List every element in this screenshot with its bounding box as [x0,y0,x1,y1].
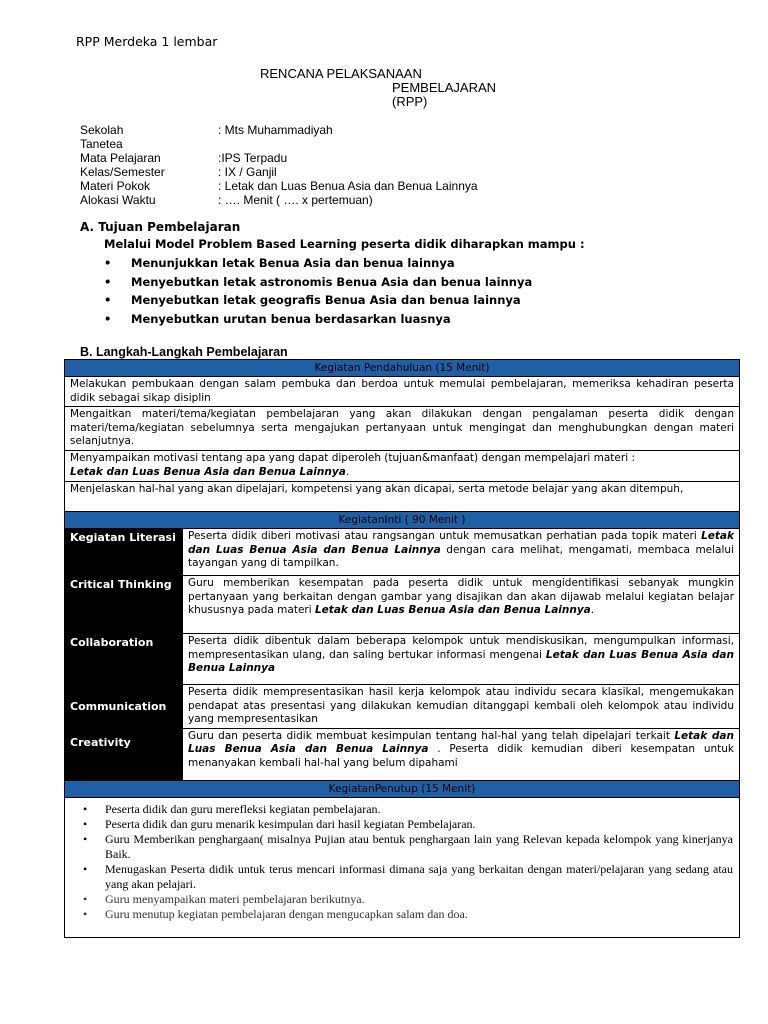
critical-topic: Letak dan Luas Benua Asia dan Benua Lainnya [314,604,591,616]
identity-label-sekolah-cont: Tanetea [80,137,123,151]
identity-value-mapel: :IPS Terpadu [218,151,288,165]
bullet-icon: • [83,861,88,876]
identity-value-kelas: : IX / Ganjil [218,165,277,179]
identity-value-sekolah: : Mts Muhammadiyah [218,123,333,137]
collaboration-label: Collaboration [65,634,183,685]
table-row [65,451,740,482]
document-title-line3: (RPP) [392,94,428,109]
list-item-text: Peserta didik dan guru merefleksi kegiatan pembelajaran. [105,801,381,816]
goal-text: Menyebutkan letak geografis Benua Asia dan benua lainnya [131,293,521,307]
bullet-icon: • [104,256,112,270]
pendahuluan-step: Melakukan pembukaan dengan salam pembuka dan berdoa untuk memulai pembelajaran, memeriksa kehadiran peserta didik sebagai sikap disiplin [65,377,740,407]
creat-text-part2: . Peserta didik kemudian diberi kesempatan untuk menanyakan kembali hal-hal yang belum dipahami [188,743,734,769]
motivasi-text: Menyampaikan motivasi tentang apa yang dapat diperoleh (tujuan&manfaat) dengan mempelajari materi : [70,452,635,464]
collab-text-part1: Peserta didik dibentuk dalam beberapa kelompok untuk mendiskusikan, mengumpulkan informasi, mempresentasikan ulang, dan saling bertukar informasi mengenai [188,635,734,661]
creativity-text [183,728,740,780]
table-row [65,512,740,529]
table-row [65,482,740,512]
critical-thinking-text [183,576,740,634]
table-row [65,407,740,451]
table-row [65,797,740,937]
bullet-icon: • [83,891,88,906]
bullet-icon: • [83,801,88,816]
literasi-text-part2: dengan cara melihat, mengamati, membaca melalui tayangan yang di tampilkan. [188,543,734,569]
list-item [83,831,733,862]
goal-text: Menunjukkan letak Benua Asia dan benua lainnya [131,256,455,270]
motivasi-end: . [345,465,350,478]
list-item-text: Guru menutup kegiatan pembelajaran dengan mengucapkan salam dan doa. [105,906,468,921]
list-item [83,906,733,922]
lesson-steps-table [64,359,740,938]
identity-label-materi: Materi Pokok [80,179,151,193]
list-item-text: Peserta didik dan guru menarik kesimpulan dari hasil kegiatan Pembelajaran. [105,816,476,831]
communication-text: Peserta didik mempresentasikan hasil kerja kelompok atau individu secara klasikal, mengemukakan pendapat atas presentasi yang dilakukan kemudian ditanggapi kembali oleh kelompok atau individu yang mempresentasikan [183,685,740,729]
creativity-label: Creativity [65,728,183,780]
critical-thinking-label: Critical Thinking [65,576,183,634]
document-title-line1: RENCANA PELAKSANAAN [260,66,422,81]
table-row [65,685,740,729]
list-item-text: Menugaskan Peserta didik untuk terus mencari informasi dimana saja yang berkaitan dengan materi/pelajaran yang sedang atau yang akan pelajari. [105,861,733,891]
penutup-cell [65,797,740,937]
document-top-label: RPP Merdeka 1 lembar [76,34,218,49]
list-item [83,891,733,907]
table-row [65,634,740,685]
literasi-text-part1: Peserta didik diberi motivasi atau rangsangan untuk memusatkan perhatian pada topik materi [188,530,697,542]
list-item-text: Guru menyampaikan materi pembelajaran berikutnya. [105,891,365,906]
identity-value-alokasi: : …. Menit ( …. x pertemuan) [218,193,373,207]
creat-topic: Letak dan Luas Benua Asia dan Benua Lainnya [188,729,734,755]
identity-label-alokasi: Alokasi Waktu [80,193,156,207]
bullet-icon: • [83,906,88,921]
document-title-line2: PEMBELAJARAN [392,80,497,95]
identity-value-materi: : Letak dan Luas Benua Asia dan Benua Lainnya [218,179,478,193]
literasi-topic: Letak dan Luas Benua Asia dan Benua Lainnya [188,530,734,556]
table-row [65,780,740,797]
pendahuluan-step: Mengaitkan materi/tema/kegiatan pembelajaran yang akan dilakukan dengan pengalaman peserta didik dengan materi/tema/kegiatan sebelumnya serta mengajukan pertanyaan untuk mengingat dan menghubungkan dengan materi selanjutnya. [65,407,740,451]
identity-label-kelas: Kelas/Semester [80,165,165,179]
pendahuluan-header: Kegiatan Pendahuluan (15 Menit) [65,360,740,377]
table-row [65,360,740,377]
list-item [83,816,733,832]
list-item-text: Guru Memberikan penghargaan( misalnya Pujian atau bentuk penghargaan lain yang Relevan kepada kelompok yang kinerjanya Baik. [105,831,733,861]
section-a-heading: A. Tujuan Pembelajaran [80,220,241,234]
communication-label: Communication [65,685,183,729]
collaboration-text [183,634,740,685]
table-row [65,576,740,634]
literasi-label: Kegiatan Literasi [65,529,183,576]
list-item [83,801,733,817]
pendahuluan-step: Menjelaskan hal-hal yang akan dipelajari, kompetensi yang akan dicapai, serta metode belajar yang akan ditempuh, [65,482,740,512]
creat-text-part1: Guru dan peserta didik membuat kesimpulan tentang hal-hal yang telah dipelajari terkait [188,729,675,742]
goal-text: Menyebutkan letak astronomis Benua Asia dan benua lainnya [131,275,533,289]
section-b-heading: B. Langkah-Langkah Pembelajaran [80,345,288,359]
bullet-icon: • [104,275,112,289]
literasi-text [183,529,740,576]
critical-text-part1: Guru memberikan kesempatan pada peserta didik untuk mengidentifikasi sebanyak mungkin pertanyaan yang berkaitan dengan gambar yang disajikan dan akan dijawab melalui kegiatan belajar khususnya pada materi [188,577,734,616]
table-row [65,728,740,780]
identity-label-mapel: Mata Pelajaran [80,151,161,165]
collab-topic: Letak dan Luas Benua Asia dan Benua Lainnya [188,648,734,674]
bullet-icon: • [104,312,112,326]
table-row [65,377,740,407]
pendahuluan-motivasi [65,451,740,482]
section-a-intro: Melalui Model Problem Based Learning peserta didik diharapkan mampu : [104,237,585,251]
penutup-list [65,798,739,930]
bullet-icon: • [104,293,112,307]
identity-label-sekolah: Sekolah [80,123,124,137]
inti-header: KegiatanInti ( 90 Menit ) [65,512,740,529]
list-item [83,861,733,892]
bullet-icon: • [83,816,88,831]
critical-end: . [590,604,595,616]
bullet-icon: • [83,831,88,846]
penutup-header: KegiatanPenutup (15 Menit) [65,780,740,797]
motivasi-topic: Letak dan Luas Benua Asia dan Benua Lainnya [70,465,346,478]
table-row [65,529,740,576]
goal-text: Menyebutkan urutan benua berdasarkan luasnya [131,312,451,326]
